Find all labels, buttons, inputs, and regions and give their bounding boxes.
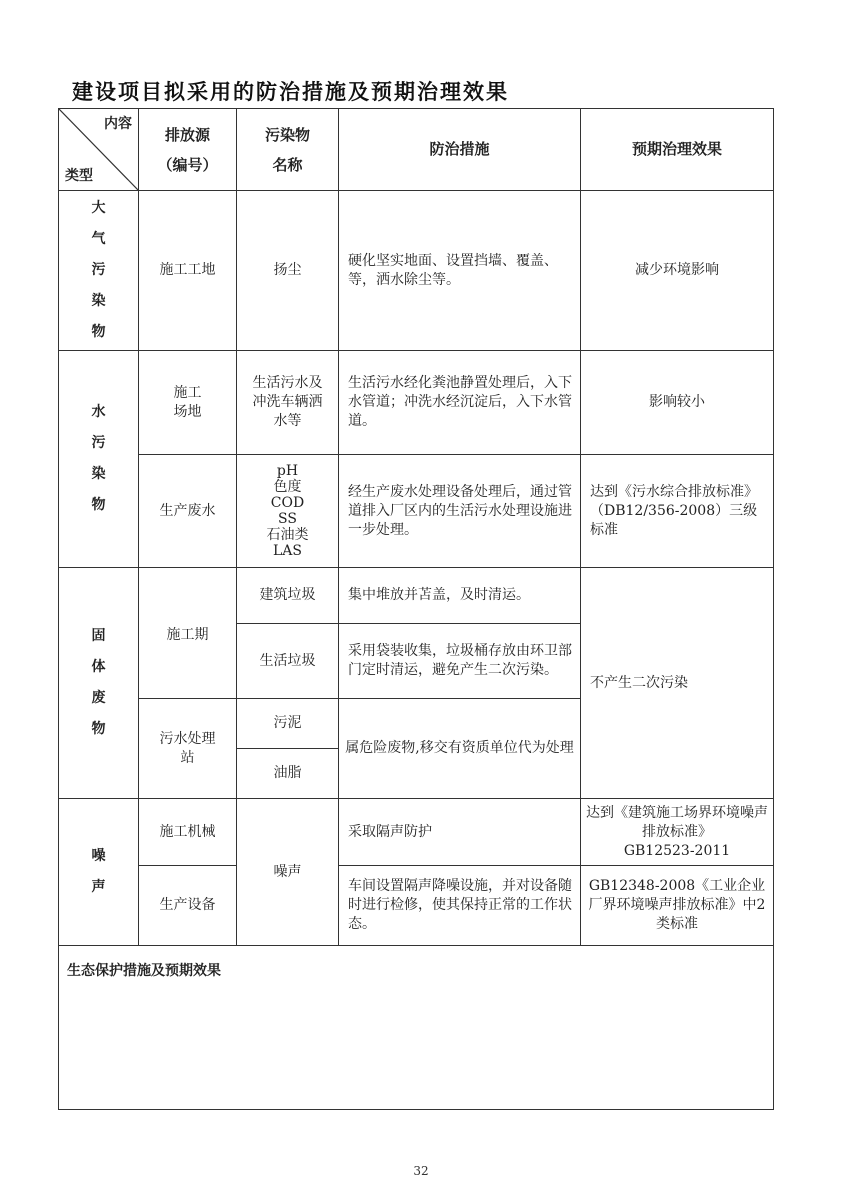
category-air: 大气污染物 bbox=[59, 191, 139, 351]
category-water: 水污染物 bbox=[59, 351, 139, 568]
header-pollutant: 污染物 名称 bbox=[237, 109, 339, 191]
water-source-1: 施工 场地 bbox=[139, 351, 237, 455]
category-solid: 固体废物 bbox=[59, 568, 139, 799]
header-diagonal-cell bbox=[59, 109, 139, 191]
air-measure: 硬化坚实地面、设置挡墙、覆盖、等，洒水除尘等。 bbox=[339, 191, 581, 351]
solid-source-construction: 施工期 bbox=[139, 568, 237, 699]
category-noise: 噪声 bbox=[59, 799, 139, 946]
noise-measure-1: 采取隔声防护 bbox=[339, 799, 581, 866]
air-source: 施工工地 bbox=[139, 191, 237, 351]
water-pollutant-2: pH 色度 COD SS 石油类 LAS bbox=[237, 455, 339, 568]
header-row bbox=[59, 109, 774, 191]
water-row-1 bbox=[59, 351, 774, 455]
header-measure: 防治措施 bbox=[339, 109, 581, 191]
noise-row-1 bbox=[59, 799, 774, 866]
air-pollutant: 扬尘 bbox=[237, 191, 339, 351]
water-effect-2: 达到《污水综合排放标准》（DB12/356-2008）三级标准 bbox=[581, 455, 774, 568]
noise-effect-1: 达到《建筑施工场界环境噪声排放标准》 GB12523-2011 bbox=[581, 799, 774, 866]
solid-pollutant-2: 生活垃圾 bbox=[237, 624, 339, 699]
eco-row bbox=[59, 946, 774, 1110]
page-number: 32 bbox=[413, 1164, 429, 1178]
water-row-2 bbox=[59, 455, 774, 568]
eco-protection-label: 生态保护措施及预期效果 bbox=[59, 946, 774, 1110]
air-effect: 减少环境影响 bbox=[581, 191, 774, 351]
water-pollutant-1: 生活污水及 冲洗车辆洒 水等 bbox=[237, 351, 339, 455]
water-measure-1: 生活污水经化粪池静置处理后，入下水管道；冲洗水经沉淀后，入下水管道。 bbox=[339, 351, 581, 455]
page-title: 建设项目拟采用的防治措施及预期治理效果 bbox=[72, 80, 509, 104]
water-effect-1: 影响较小 bbox=[581, 351, 774, 455]
noise-source-2: 生产设备 bbox=[139, 866, 237, 946]
header-content-label: 内容 bbox=[104, 116, 132, 132]
header-effect: 预期治理效果 bbox=[581, 109, 774, 191]
solid-row-1 bbox=[59, 568, 774, 624]
noise-pollutant: 噪声 bbox=[237, 799, 339, 946]
water-measure-2: 经生产废水处理设备处理后，通过管道排入厂区内的生活污水处理设施进一步处理。 bbox=[339, 455, 581, 568]
header-source: 排放源 （编号） bbox=[139, 109, 237, 191]
solid-measure-sewage: 属危险废物,移交有资质单位代为处理 bbox=[339, 699, 581, 799]
solid-effect: 不产生二次污染 bbox=[581, 568, 774, 799]
air-row bbox=[59, 191, 774, 351]
solid-source-sewage: 污水处理 站 bbox=[139, 699, 237, 799]
solid-measure-1: 集中堆放并苫盖，及时清运。 bbox=[339, 568, 581, 624]
water-source-2: 生产废水 bbox=[139, 455, 237, 568]
solid-pollutant-4: 油脂 bbox=[237, 749, 339, 799]
solid-pollutant-1: 建筑垃圾 bbox=[237, 568, 339, 624]
measures-table bbox=[58, 108, 774, 1110]
noise-effect-2: GB12348-2008《工业企业厂界环境噪声排放标准》中2类标准 bbox=[581, 866, 774, 946]
solid-pollutant-3: 污泥 bbox=[237, 699, 339, 749]
noise-source-1: 施工机械 bbox=[139, 799, 237, 866]
noise-row-2 bbox=[59, 866, 774, 946]
noise-measure-2: 车间设置隔声降噪设施，并对设备随时进行检修，使其保持正常的工作状态。 bbox=[339, 866, 581, 946]
solid-measure-2: 采用袋装收集，垃圾桶存放由环卫部门定时清运，避免产生二次污染。 bbox=[339, 624, 581, 699]
header-type-label: 类型 bbox=[65, 168, 93, 184]
